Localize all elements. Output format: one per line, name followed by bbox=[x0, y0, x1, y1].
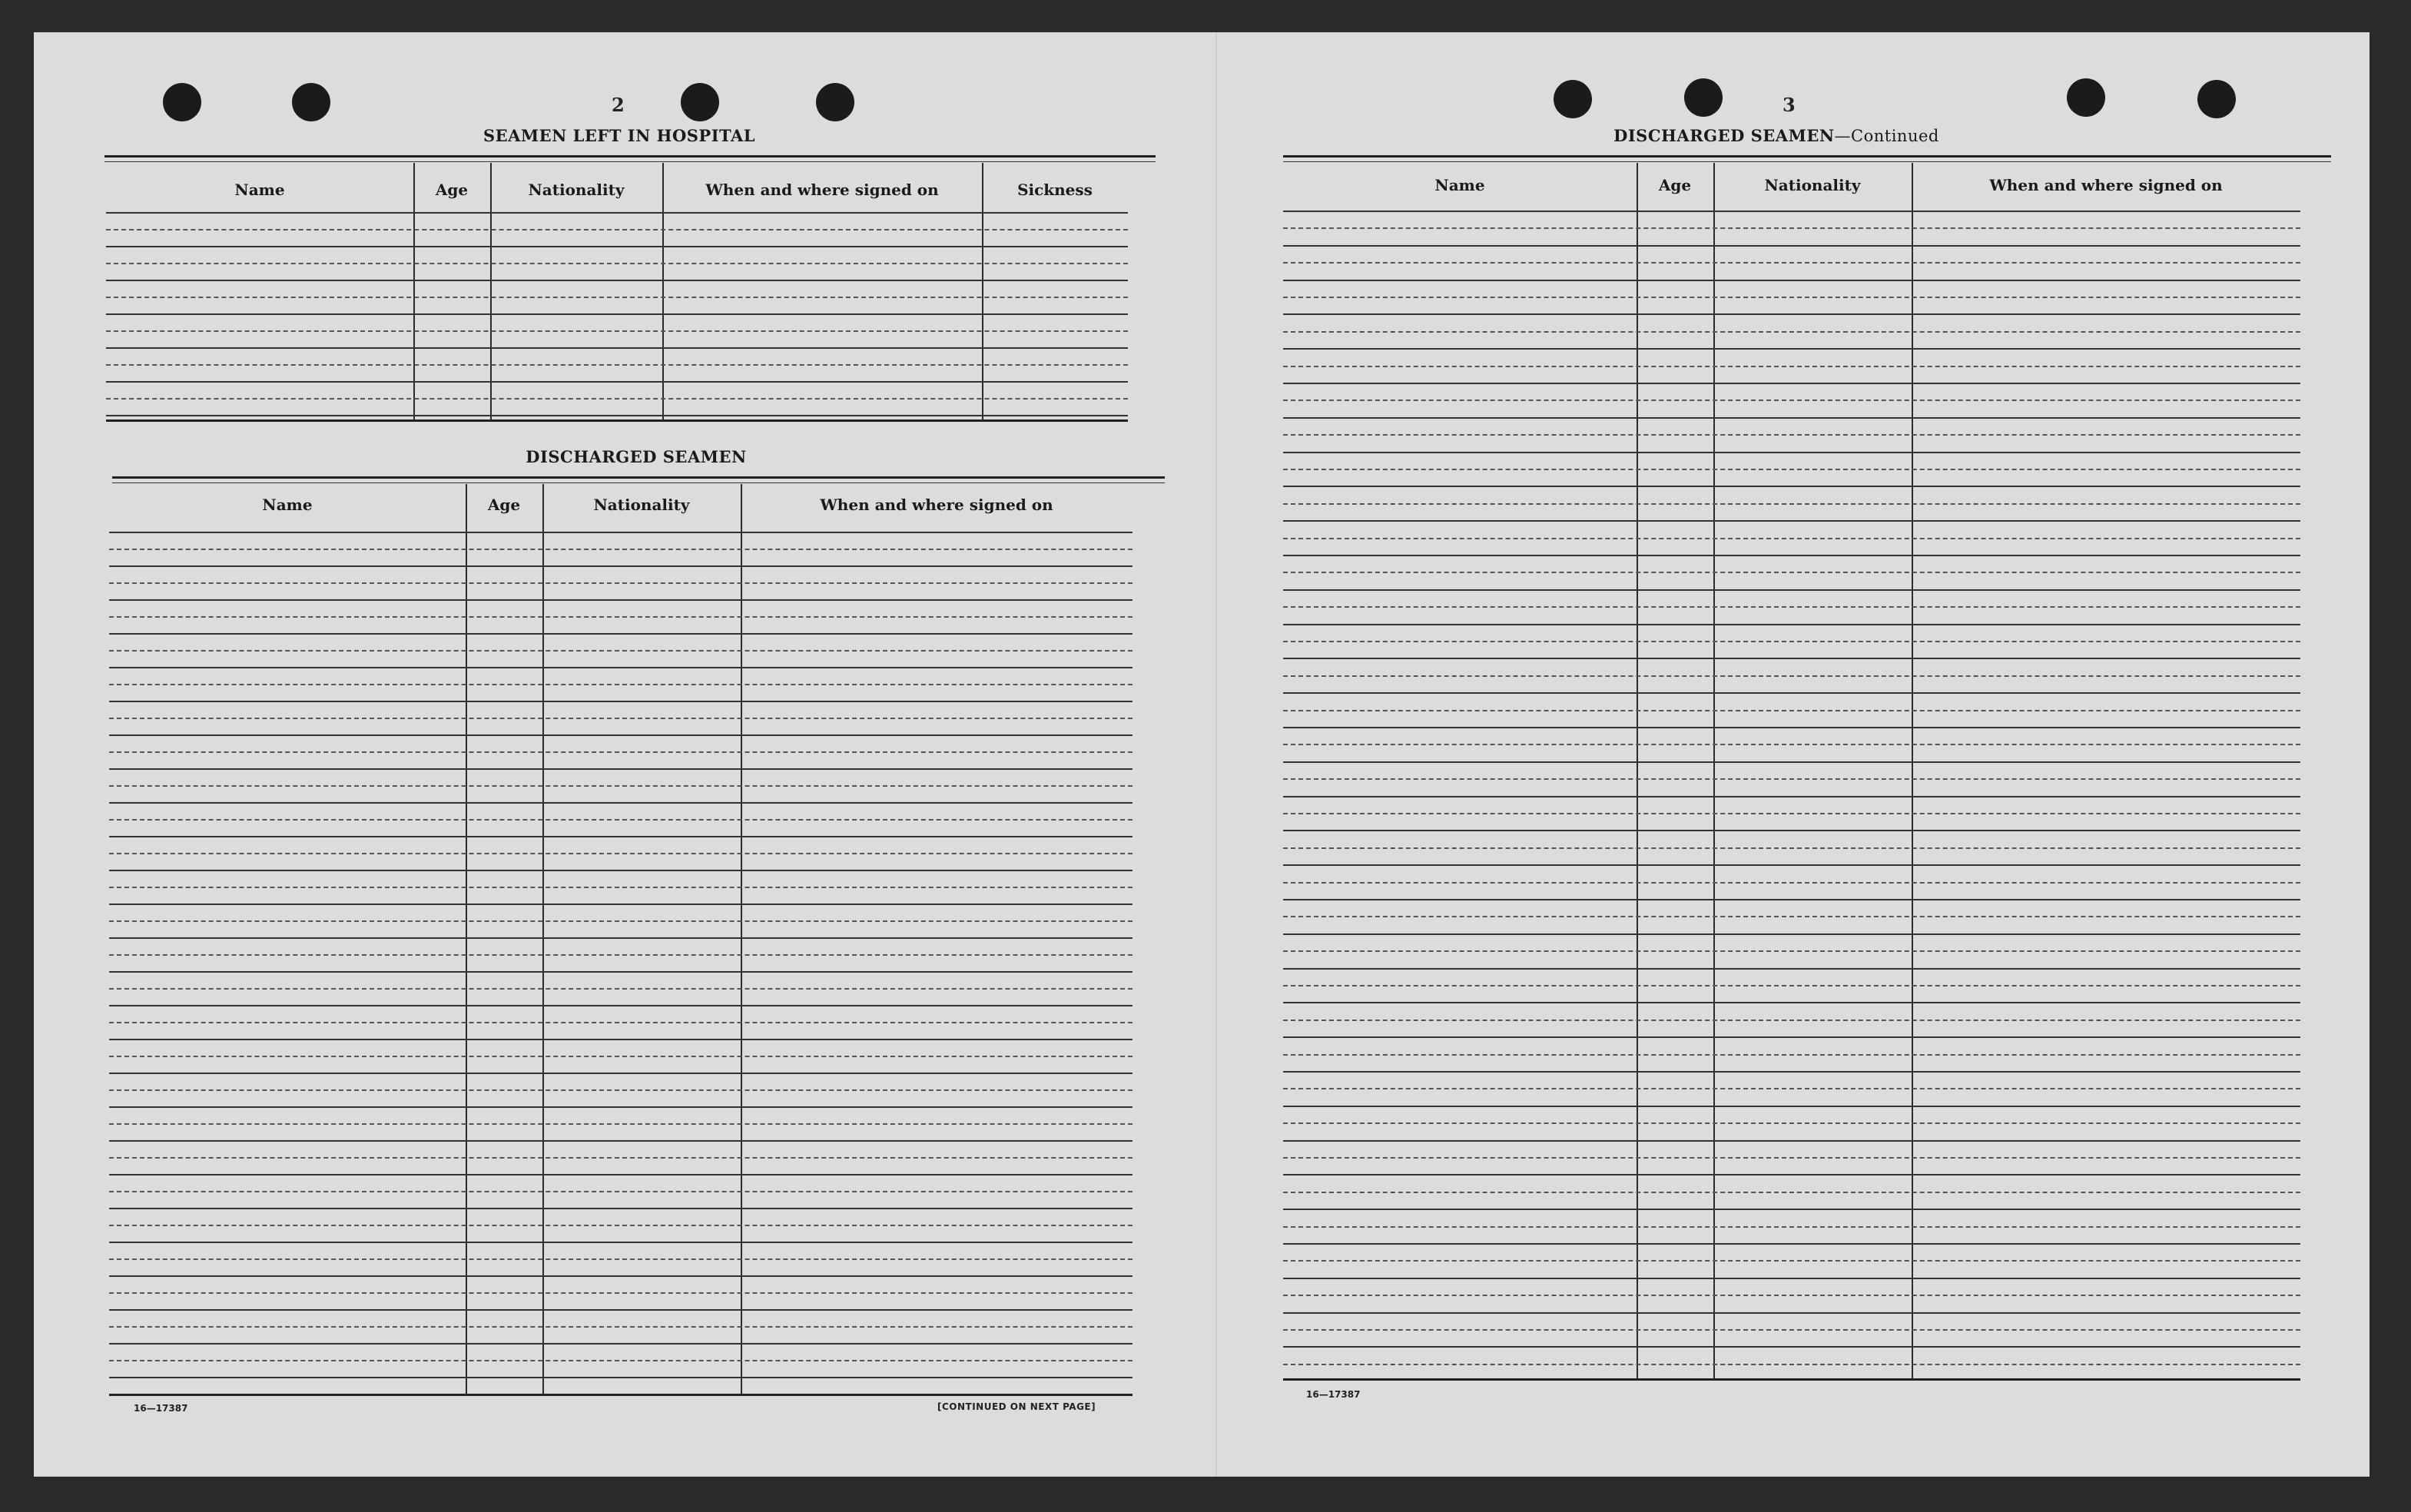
table-row-line bbox=[106, 330, 1128, 332]
table-row-line bbox=[1283, 538, 2300, 539]
column-header: Age bbox=[435, 181, 469, 199]
table-row-line bbox=[1283, 297, 2300, 298]
table-row-line bbox=[1283, 847, 2300, 849]
table-row-line bbox=[106, 398, 1128, 400]
table-row-line bbox=[1283, 1312, 2300, 1314]
table-row-line bbox=[109, 1039, 1133, 1040]
table-row-line bbox=[106, 415, 1128, 416]
table-row-line bbox=[109, 1377, 1133, 1378]
table-row-line bbox=[1283, 933, 2300, 935]
table-row-line bbox=[1283, 1346, 2300, 1348]
table-row-line bbox=[109, 650, 1133, 652]
table-row-line bbox=[1283, 417, 2300, 419]
continued-note: [CONTINUED ON NEXT PAGE] bbox=[937, 1401, 1096, 1412]
table-row-line bbox=[109, 565, 1133, 567]
table-row-line bbox=[109, 582, 1133, 584]
table-row-line bbox=[106, 297, 1128, 298]
table-row-line bbox=[1283, 761, 2300, 763]
table-row-line bbox=[1283, 1295, 2300, 1296]
discharged-continued-title bbox=[1613, 126, 1939, 145]
hospital-section-title: SEAMEN LEFT IN HOSPITAL bbox=[483, 126, 756, 145]
table-row-line bbox=[1283, 916, 2300, 917]
table-row-line bbox=[109, 1309, 1133, 1311]
table-row-line bbox=[1283, 1036, 2300, 1038]
table-row-line bbox=[1283, 882, 2300, 884]
table-row-line bbox=[106, 381, 1128, 383]
table-row-line bbox=[109, 937, 1133, 939]
punch-hole bbox=[163, 83, 201, 121]
table-row-line bbox=[1283, 313, 2300, 315]
table-row-line bbox=[1283, 262, 2300, 264]
column-divider bbox=[1912, 163, 1913, 1378]
table-row-line bbox=[109, 785, 1133, 787]
column-divider bbox=[1713, 163, 1715, 1378]
center-fold bbox=[1215, 32, 1217, 1477]
page-number-right: 3 bbox=[1783, 94, 1796, 116]
table-row-line bbox=[109, 1343, 1133, 1345]
punch-hole bbox=[2197, 80, 2236, 118]
column-header: Nationality bbox=[528, 181, 625, 199]
header-underline bbox=[106, 212, 1128, 214]
table-row-line bbox=[1283, 796, 2300, 797]
table-row-line bbox=[109, 819, 1133, 821]
table-row-line bbox=[109, 1242, 1133, 1243]
table-row-line bbox=[1283, 452, 2300, 453]
table-row-line bbox=[1283, 710, 2300, 711]
table-row-line bbox=[1283, 727, 2300, 728]
table-row-line bbox=[109, 802, 1133, 804]
table-row-line bbox=[106, 313, 1128, 315]
column-divider bbox=[466, 484, 467, 1394]
table-bottom-rule bbox=[1283, 1378, 2300, 1381]
table-row-line bbox=[1283, 1157, 2300, 1159]
table-row-line bbox=[109, 684, 1133, 685]
table-row-line bbox=[1283, 520, 2300, 522]
table-row-line bbox=[1283, 1243, 2300, 1245]
column-divider bbox=[542, 484, 544, 1394]
table-row-line bbox=[109, 1157, 1133, 1159]
table-row-line bbox=[1283, 641, 2300, 642]
punch-hole bbox=[2067, 78, 2105, 117]
right-top-rule bbox=[1283, 155, 2331, 158]
table-row-line bbox=[109, 971, 1133, 973]
column-header: When and where signed on bbox=[820, 496, 1053, 514]
column-header: Name bbox=[262, 496, 313, 514]
column-divider bbox=[741, 484, 742, 1394]
table-row-line bbox=[1283, 1226, 2300, 1228]
column-header: Name bbox=[234, 181, 285, 199]
table-row-line bbox=[109, 667, 1133, 668]
table-row-line bbox=[109, 1208, 1133, 1209]
table-row-line bbox=[1283, 1002, 2300, 1003]
table-row-line bbox=[1283, 899, 2300, 900]
table-row-line bbox=[109, 836, 1133, 837]
table-row-line bbox=[109, 1140, 1133, 1142]
hospital-top-rule bbox=[104, 155, 1156, 158]
table-row-line bbox=[106, 263, 1128, 264]
table-row-line bbox=[109, 853, 1133, 854]
table-row-line bbox=[1283, 1260, 2300, 1262]
form-number-left: 16—17387 bbox=[134, 1403, 188, 1414]
table-row-line bbox=[109, 1225, 1133, 1226]
table-row-line bbox=[109, 718, 1133, 719]
table-row-line bbox=[1283, 1329, 2300, 1331]
table-row-line bbox=[1283, 366, 2300, 367]
discharged-continued-title-suffix: —Continued bbox=[1834, 127, 1939, 145]
table-row-line bbox=[1283, 434, 2300, 436]
table-row-line bbox=[1283, 400, 2300, 401]
table-bottom-rule bbox=[109, 1394, 1133, 1396]
table-row-line bbox=[1283, 692, 2300, 694]
table-row-line bbox=[1283, 624, 2300, 625]
table-row-line bbox=[1283, 830, 2300, 831]
table-row-line bbox=[1283, 968, 2300, 970]
table-row-line bbox=[1283, 744, 2300, 745]
table-row-line bbox=[1283, 227, 2300, 229]
table-row-line bbox=[109, 1005, 1133, 1006]
table-row-line bbox=[1283, 589, 2300, 591]
table-row-line bbox=[1283, 1106, 2300, 1107]
table-row-line bbox=[109, 1123, 1133, 1125]
table-row-line bbox=[1283, 1088, 2300, 1089]
table-row-line bbox=[1283, 675, 2300, 677]
table-row-line bbox=[1283, 331, 2300, 333]
table-row-line bbox=[1283, 1209, 2300, 1210]
punch-hole bbox=[1554, 80, 1592, 118]
punch-hole bbox=[292, 83, 330, 121]
column-header: Age bbox=[487, 496, 521, 514]
table-row-line bbox=[109, 616, 1133, 618]
table-row-line bbox=[1283, 383, 2300, 384]
table-row-line bbox=[1283, 658, 2300, 659]
table-row-line bbox=[109, 734, 1133, 736]
table-row-line bbox=[1283, 1278, 2300, 1279]
table-row-line bbox=[1283, 985, 2300, 986]
table-row-line bbox=[1283, 1020, 2300, 1021]
table-row-line bbox=[1283, 778, 2300, 780]
punch-hole bbox=[1684, 78, 1723, 117]
table-row-line bbox=[1283, 1174, 2300, 1175]
column-divider bbox=[1637, 163, 1638, 1378]
column-header: Nationality bbox=[1764, 176, 1861, 194]
column-header: When and where signed on bbox=[705, 181, 939, 199]
table-row-line bbox=[109, 988, 1133, 990]
table-row-line bbox=[109, 1191, 1133, 1192]
table-row-line bbox=[1283, 572, 2300, 573]
table-row-line bbox=[106, 280, 1128, 281]
table-row-line bbox=[109, 633, 1133, 635]
table-row-line bbox=[106, 229, 1128, 230]
column-header: Name bbox=[1434, 176, 1485, 194]
table-row-line bbox=[1283, 280, 2300, 281]
header-underline bbox=[109, 532, 1133, 533]
table-row-line bbox=[109, 887, 1133, 888]
table-row-line bbox=[109, 1056, 1133, 1057]
table-row-line bbox=[109, 768, 1133, 770]
table-row-line bbox=[1283, 1071, 2300, 1073]
table-row-line bbox=[1283, 950, 2300, 952]
table-row-line bbox=[1283, 348, 2300, 350]
table-row-line bbox=[109, 1106, 1133, 1108]
page-number-left: 2 bbox=[612, 94, 625, 116]
table-row-line bbox=[109, 1174, 1133, 1175]
table-row-line bbox=[109, 904, 1133, 905]
discharged-section-title: DISCHARGED SEAMEN bbox=[526, 447, 747, 466]
table-row-line bbox=[1283, 1192, 2300, 1193]
column-header: Sickness bbox=[1017, 181, 1093, 199]
form-number-right: 16—17387 bbox=[1306, 1389, 1361, 1400]
table-row-line bbox=[1283, 555, 2300, 556]
table-row-line bbox=[109, 1022, 1133, 1023]
discharged-continued-title-main: DISCHARGED SEAMEN bbox=[1613, 126, 1835, 145]
table-row-line bbox=[1283, 606, 2300, 608]
table-row-line bbox=[1283, 503, 2300, 505]
table-row-line bbox=[1283, 469, 2300, 470]
table-row-line bbox=[109, 1360, 1133, 1361]
table-row-line bbox=[109, 701, 1133, 702]
header-underline bbox=[1283, 211, 2300, 212]
column-header: Age bbox=[1658, 176, 1692, 194]
table-row-line bbox=[109, 1275, 1133, 1277]
table-row-line bbox=[1283, 1054, 2300, 1056]
table-row-line bbox=[106, 246, 1128, 247]
punch-hole bbox=[816, 83, 854, 121]
table-row-line bbox=[1283, 1364, 2300, 1365]
table-bottom-rule bbox=[106, 419, 1128, 422]
table-row-line bbox=[109, 751, 1133, 753]
table-row-line bbox=[109, 549, 1133, 550]
table-row-line bbox=[1283, 1122, 2300, 1124]
table-row-line bbox=[109, 1089, 1133, 1091]
table-row-line bbox=[109, 599, 1133, 601]
column-header: When and where signed on bbox=[1989, 176, 2223, 194]
discharged-top-rule bbox=[112, 476, 1165, 479]
table-row-line bbox=[1283, 864, 2300, 866]
table-row-line bbox=[106, 347, 1128, 349]
table-row-line bbox=[106, 364, 1128, 366]
document-sheet bbox=[34, 32, 2370, 1477]
table-row-line bbox=[109, 1326, 1133, 1328]
table-row-line bbox=[1283, 245, 2300, 247]
table-row-line bbox=[1283, 813, 2300, 814]
column-header: Nationality bbox=[593, 496, 690, 514]
table-row-line bbox=[109, 920, 1133, 922]
table-row-line bbox=[1283, 1140, 2300, 1142]
table-row-line bbox=[109, 870, 1133, 871]
table-row-line bbox=[109, 1292, 1133, 1294]
table-row-line bbox=[109, 1258, 1133, 1260]
table-row-line bbox=[1283, 486, 2300, 487]
table-row-line bbox=[109, 1073, 1133, 1074]
table-row-line bbox=[109, 954, 1133, 956]
punch-hole bbox=[681, 83, 719, 121]
